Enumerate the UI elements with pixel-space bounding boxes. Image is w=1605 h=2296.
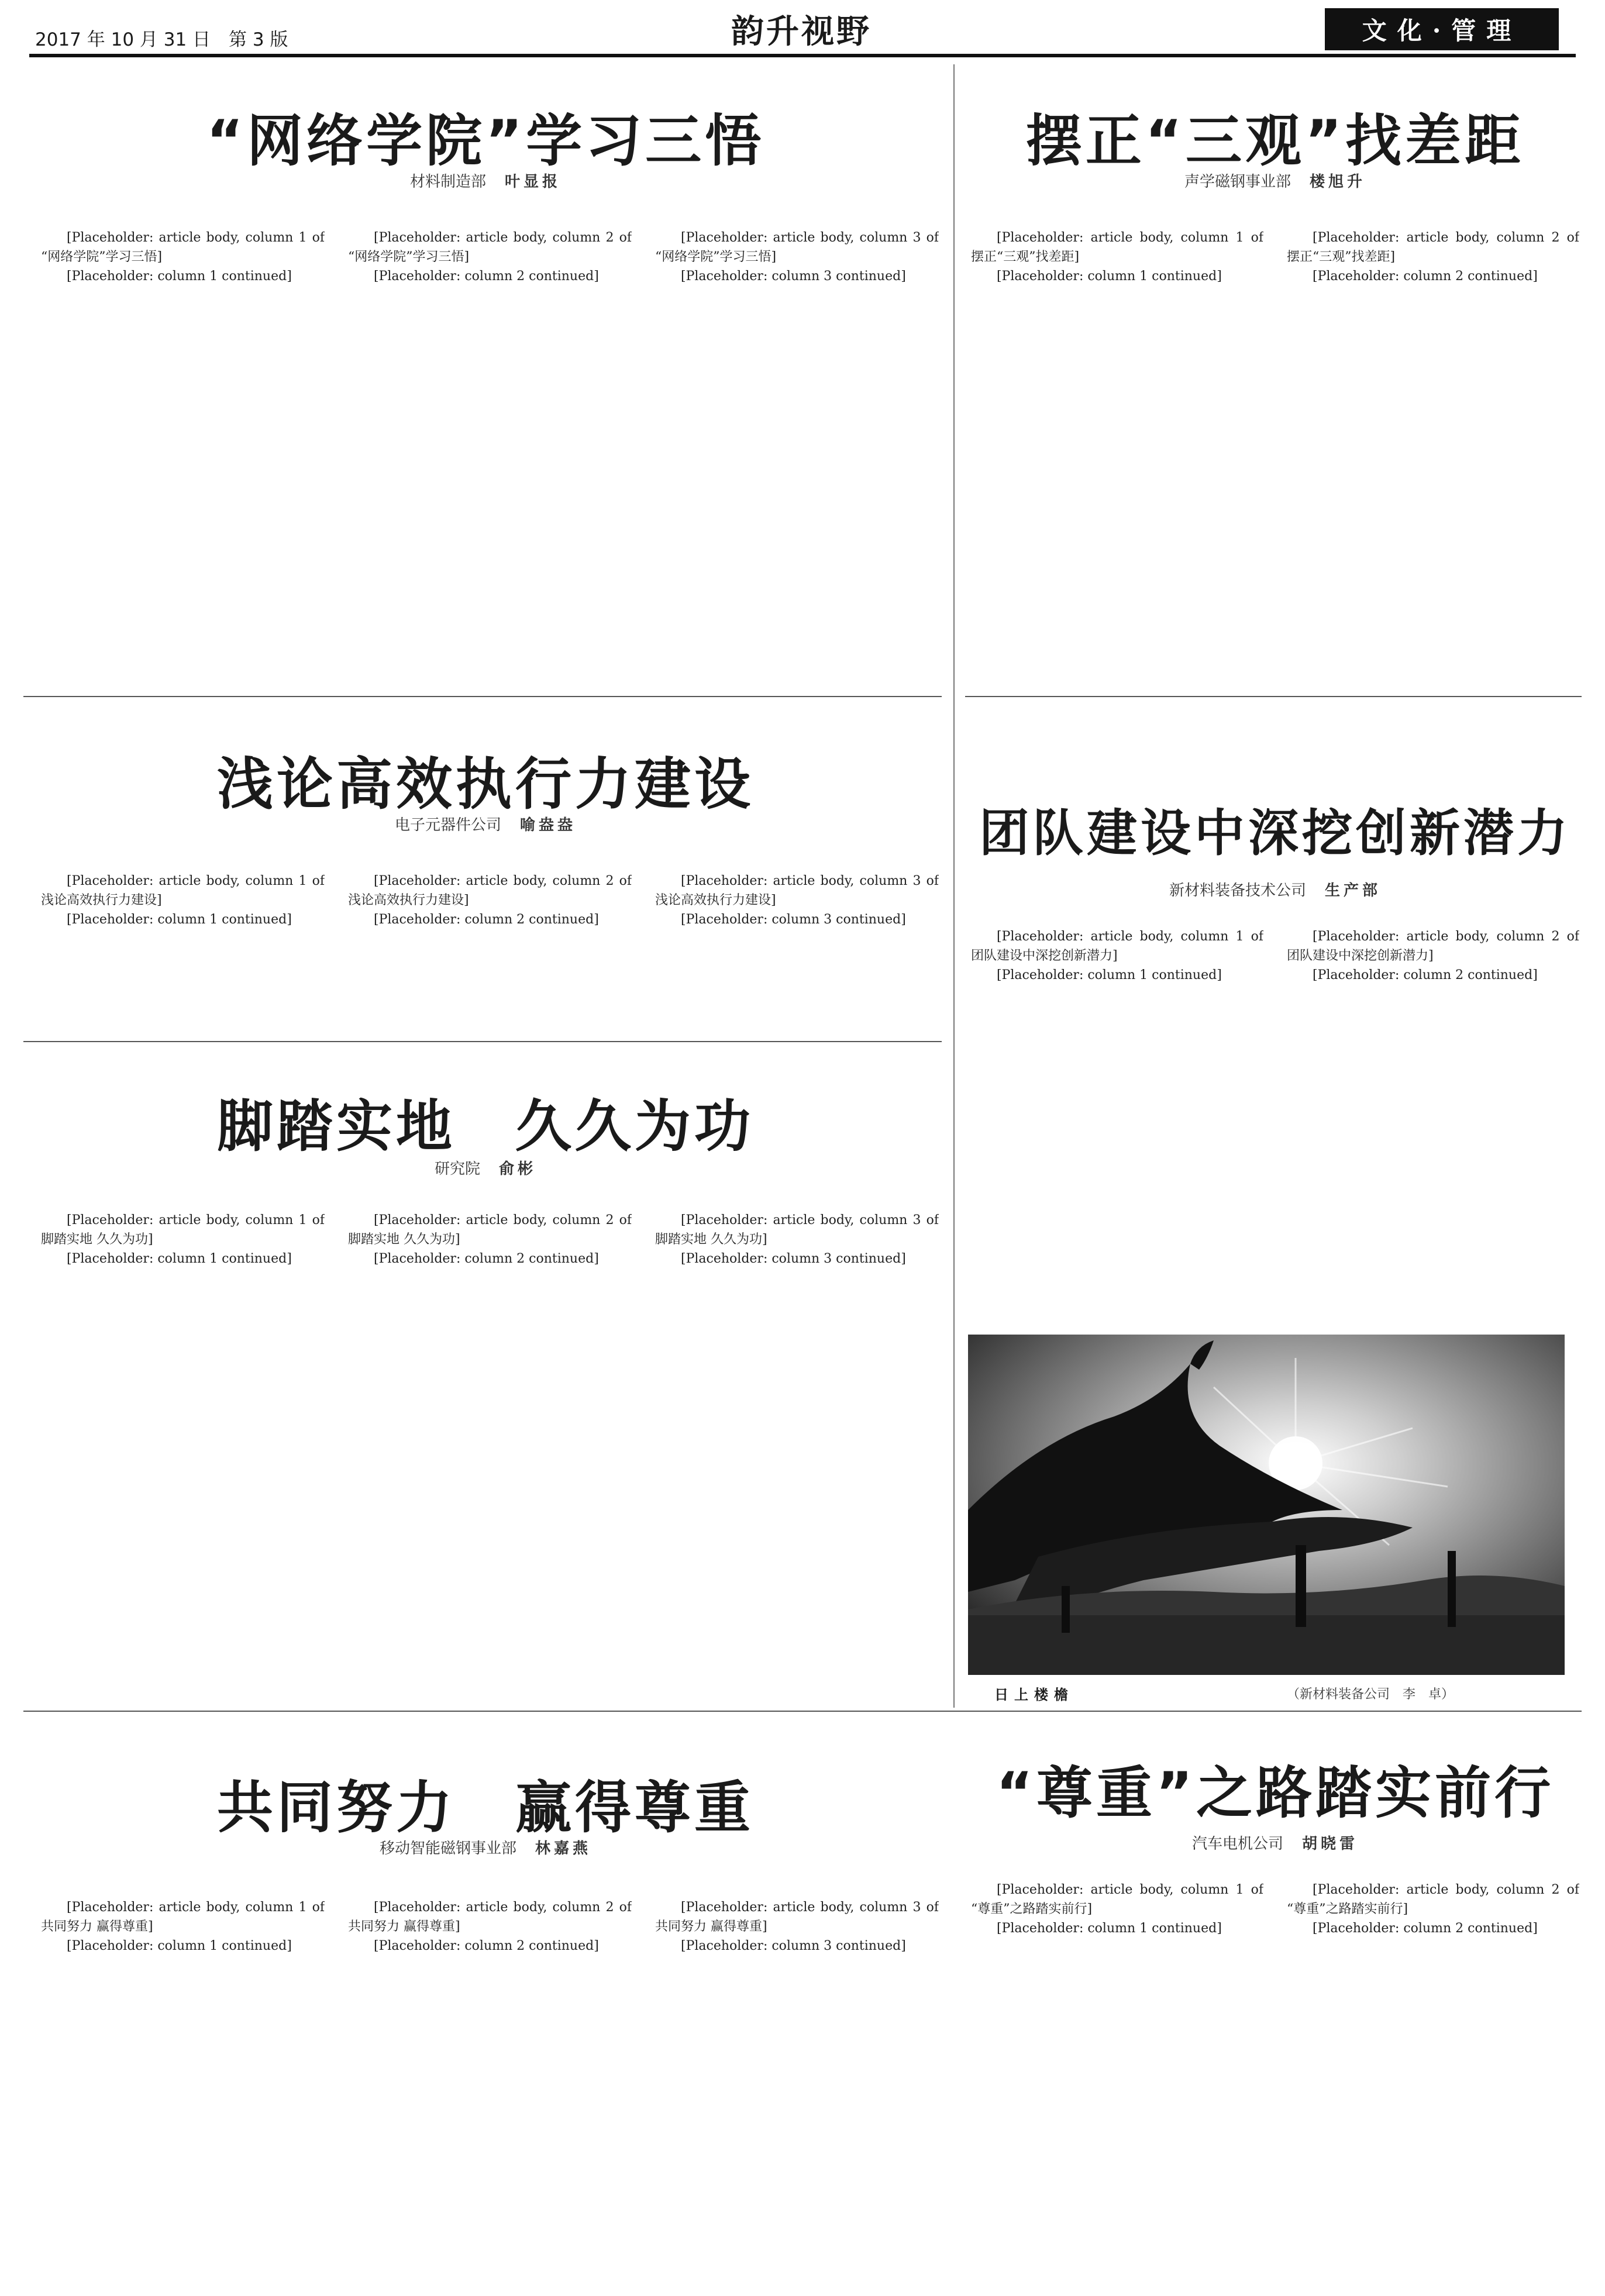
paragraph: [Placeholder: column 2 continued] — [374, 912, 599, 927]
text-column — [655, 871, 939, 1035]
text-column — [655, 1211, 939, 1702]
byline-author: 俞彬 — [499, 1160, 537, 1178]
paragraph: [Placeholder: column 1 continued] — [67, 912, 292, 927]
text-column — [655, 1898, 939, 2287]
paragraph: [Placeholder: article body, column 3 of “网络学院”学习三悟] — [655, 230, 939, 264]
byline-author: 林嘉燕 — [535, 1840, 592, 1857]
text-column — [1287, 927, 1579, 1320]
section-divider — [23, 1711, 1582, 1712]
paragraph: [Placeholder: column 3 continued] — [681, 1252, 906, 1266]
byline-author: 楼旭升 — [1310, 173, 1366, 191]
article-title: 浅论高效执行力建设 — [217, 751, 754, 817]
article-byline — [971, 1832, 1579, 1853]
byline-unit: 研究院 — [434, 1160, 480, 1178]
text-column — [655, 228, 939, 687]
text-column — [41, 871, 325, 1035]
byline-unit: 声学磁钢事业部 — [1184, 173, 1291, 191]
article-byline — [35, 813, 936, 835]
paragraph: [Placeholder: column 3 continued] — [681, 912, 906, 927]
byline-author: 喻盎盎 — [520, 816, 577, 834]
paragraph: [Placeholder: article body, column 1 of 团队建设中深挖创新潜力] — [971, 929, 1263, 963]
paragraph: [Placeholder: column 2 continued] — [1313, 1921, 1538, 1936]
article-body — [971, 927, 1579, 1320]
paragraph: [Placeholder: article body, column 2 of “网络学院”学习三悟] — [348, 230, 632, 264]
paragraph: [Placeholder: article body, column 1 of “网络学院”学习三悟] — [41, 230, 325, 264]
byline-unit: 汽车电机公司 — [1191, 1835, 1283, 1853]
text-column — [348, 1211, 632, 1702]
article-body — [41, 228, 939, 687]
text-column — [348, 1898, 632, 2287]
paragraph: [Placeholder: column 1 continued] — [997, 1921, 1222, 1936]
issue-date: 2017 年 10 月 31 日 第 3 版 — [35, 29, 288, 50]
paragraph: [Placeholder: article body, column 1 of 脚踏实地 久久为功] — [41, 1213, 325, 1247]
byline-author: 叶显报 — [505, 173, 562, 191]
paragraph: [Placeholder: article body, column 2 of “尊重”之路踏实前行] — [1287, 1883, 1579, 1916]
text-column — [1287, 1880, 1579, 2287]
paragraph: [Placeholder: column 3 continued] — [681, 269, 906, 284]
paragraph: [Placeholder: article body, column 1 of “尊重”之路踏实前行] — [971, 1883, 1263, 1916]
byline-unit: 移动智能磁钢事业部 — [379, 1840, 516, 1857]
article-byline — [971, 170, 1579, 191]
article-title: “尊重”之路踏实前行 — [996, 1760, 1555, 1826]
paragraph: [Placeholder: column 1 continued] — [67, 1252, 292, 1266]
section-divider — [23, 696, 942, 697]
article-title: 脚踏实地 久久为功 — [217, 1094, 754, 1159]
paragraph: [Placeholder: article body, column 2 of 团队建设中深挖创新潜力] — [1287, 929, 1579, 963]
section-divider — [965, 696, 1582, 697]
article-title: 共同努力 赢得尊重 — [217, 1775, 754, 1840]
paragraph: [Placeholder: article body, column 2 of 摆正“三观”找差距] — [1287, 230, 1579, 264]
header-rule — [29, 54, 1576, 57]
text-column — [971, 1880, 1263, 2287]
paragraph: [Placeholder: article body, column 2 of 共同努力 赢得尊重] — [348, 1900, 632, 1934]
masthead: 韵升视野 — [731, 12, 872, 51]
paragraph: [Placeholder: article body, column 1 of 共同努力 赢得尊重] — [41, 1900, 325, 1934]
paragraph: [Placeholder: article body, column 1 of 摆正“三观”找差距] — [971, 230, 1263, 264]
byline-unit: 新材料装备技术公司 — [1169, 882, 1306, 899]
paragraph: [Placeholder: article body, column 3 of 浅论高效执行力建设] — [655, 874, 939, 908]
section-divider — [23, 1041, 942, 1042]
paragraph: [Placeholder: column 1 continued] — [67, 269, 292, 284]
paragraph: [Placeholder: column 2 continued] — [1313, 968, 1538, 982]
article-byline — [971, 878, 1579, 900]
paragraph: [Placeholder: article body, column 3 of 共同努力 赢得尊重] — [655, 1900, 939, 1934]
photo-credit: （新材料装备公司 李 卓） — [1287, 1687, 1455, 1702]
text-column — [41, 1211, 325, 1702]
article-title: “网络学院”学习三悟 — [206, 108, 765, 174]
pagoda-roof-photo — [968, 1335, 1565, 1675]
byline-author: 胡晓雷 — [1302, 1835, 1359, 1853]
article-byline — [35, 170, 936, 191]
paragraph: [Placeholder: article body, column 3 of 脚踏实地 久久为功] — [655, 1213, 939, 1247]
paragraph: [Placeholder: column 2 continued] — [374, 1252, 599, 1266]
text-column — [348, 228, 632, 687]
paragraph: [Placeholder: column 1 continued] — [997, 269, 1222, 284]
text-column — [41, 1898, 325, 2287]
text-column — [971, 228, 1263, 687]
photo — [968, 1335, 1565, 1675]
article-body — [41, 871, 939, 1035]
article-byline — [35, 1836, 936, 1858]
paragraph: [Placeholder: column 1 continued] — [67, 1939, 292, 1953]
byline-unit: 材料制造部 — [409, 173, 486, 191]
paragraph: [Placeholder: column 2 continued] — [374, 1939, 599, 1953]
paragraph: [Placeholder: article body, column 2 of 浅论高效执行力建设] — [348, 874, 632, 908]
paragraph: [Placeholder: column 2 continued] — [374, 269, 599, 284]
column-divider — [953, 64, 955, 1708]
article-body — [971, 1880, 1579, 2287]
paragraph: [Placeholder: column 3 continued] — [681, 1939, 906, 1953]
article-body — [41, 1211, 939, 1702]
photo-caption: 日上楼檐 — [994, 1687, 1074, 1703]
article-byline — [35, 1157, 936, 1178]
article-title: 摆正“三观”找差距 — [1025, 108, 1525, 174]
byline-author: 生产部 — [1325, 882, 1382, 899]
text-column — [971, 927, 1263, 1320]
article-title: 团队建设中深挖创新潜力 — [979, 804, 1571, 863]
article-body — [41, 1898, 939, 2287]
article-body — [971, 228, 1579, 687]
section-badge: 文化·管理 — [1325, 8, 1559, 50]
byline-unit: 电子元器件公司 — [394, 816, 501, 834]
paragraph: [Placeholder: article body, column 2 of 脚踏实地 久久为功] — [348, 1213, 632, 1247]
text-column — [1287, 228, 1579, 687]
paragraph: [Placeholder: column 2 continued] — [1313, 269, 1538, 284]
paragraph: [Placeholder: column 1 continued] — [997, 968, 1222, 982]
text-column — [348, 871, 632, 1035]
paragraph: [Placeholder: article body, column 1 of 浅论高效执行力建设] — [41, 874, 325, 908]
text-column — [41, 228, 325, 687]
